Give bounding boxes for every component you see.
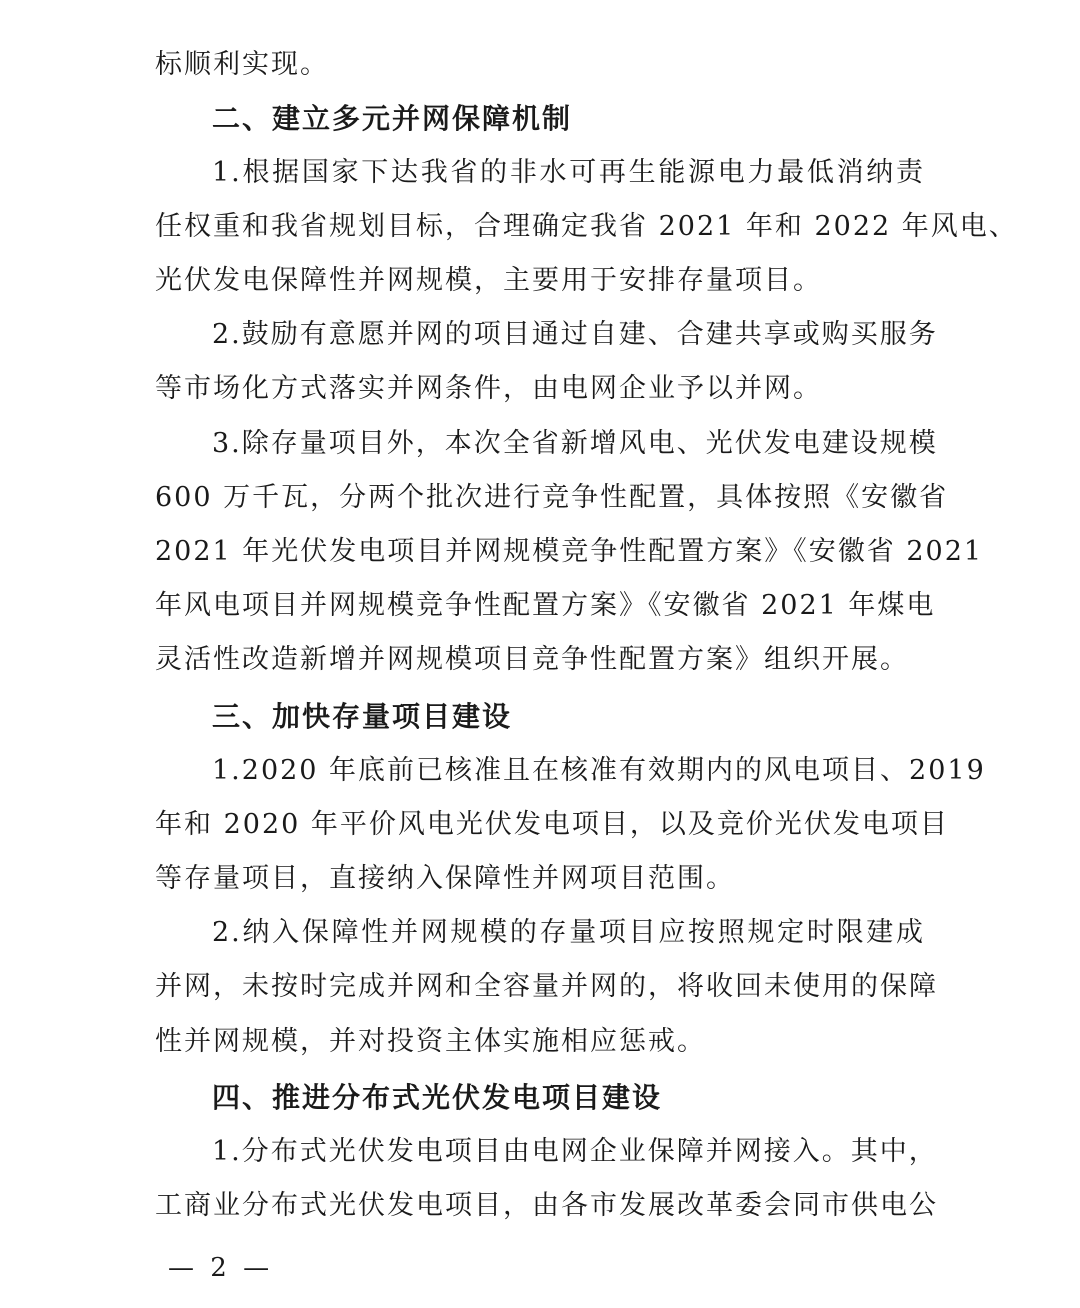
paragraph-line: 标顺利实现。: [155, 49, 329, 80]
paragraph-line: 2.鼓励有意愿并网的项目通过自建、合建共享或购买服务: [212, 319, 938, 350]
paragraph-line: 600 万千瓦，分两个批次进行竞争性配置，具体按照《安徽省: [155, 482, 949, 513]
section-heading: 四、推进分布式光伏发电项目建设: [212, 1081, 663, 1114]
section-heading: 三、加快存量项目建设: [212, 700, 513, 733]
section-heading: 二、建立多元并网保障机制: [212, 102, 573, 135]
paragraph-line: 1.分布式光伏发电项目由电网企业保障并网接入。其中，: [212, 1136, 938, 1167]
paragraph-line: 等市场化方式落实并网条件，由电网企业予以并网。: [155, 373, 822, 404]
paragraph-line: 光伏发电保障性并网规模，主要用于安排存量项目。: [155, 265, 822, 296]
paragraph-line: 1.2020 年底前已核准且在核准有效期内的风电项目、2019: [212, 755, 986, 786]
paragraph-line: 1.根据国家下达我省的非水可再生能源电力最低消纳责: [212, 157, 925, 188]
paragraph-line: 年和 2020 年平价风电光伏发电项目，以及竞价光伏发电项目: [155, 809, 949, 840]
page-number: — 2 —: [168, 1253, 274, 1283]
paragraph-line: 2.纳入保障性并网规模的存量项目应按照规定时限建成: [212, 917, 925, 948]
paragraph-line: 并网，未按时完成并网和全容量并网的，将收回未使用的保障: [155, 971, 938, 1002]
paragraph-line: 任权重和我省规划目标，合理确定我省 2021 年和 2022 年风电、: [155, 211, 1018, 242]
paragraph-line: 性并网规模，并对投资主体实施相应惩戒。: [155, 1026, 706, 1057]
paragraph-line: 2021 年光伏发电项目并网规模竞争性配置方案》《安徽省 2021: [155, 536, 984, 567]
paragraph-line: 年风电项目并网规模竞争性配置方案》《安徽省 2021 年煤电: [155, 590, 936, 621]
paragraph-line: 工商业分布式光伏发电项目，由各市发展改革委会同市供电公: [155, 1190, 938, 1221]
paragraph-line: 3.除存量项目外，本次全省新增风电、光伏发电建设规模: [212, 428, 938, 459]
paragraph-line: 灵活性改造新增并网规模项目竞争性配置方案》组织开展。: [155, 644, 909, 675]
paragraph-line: 等存量项目，直接纳入保障性并网项目范围。: [155, 863, 735, 894]
